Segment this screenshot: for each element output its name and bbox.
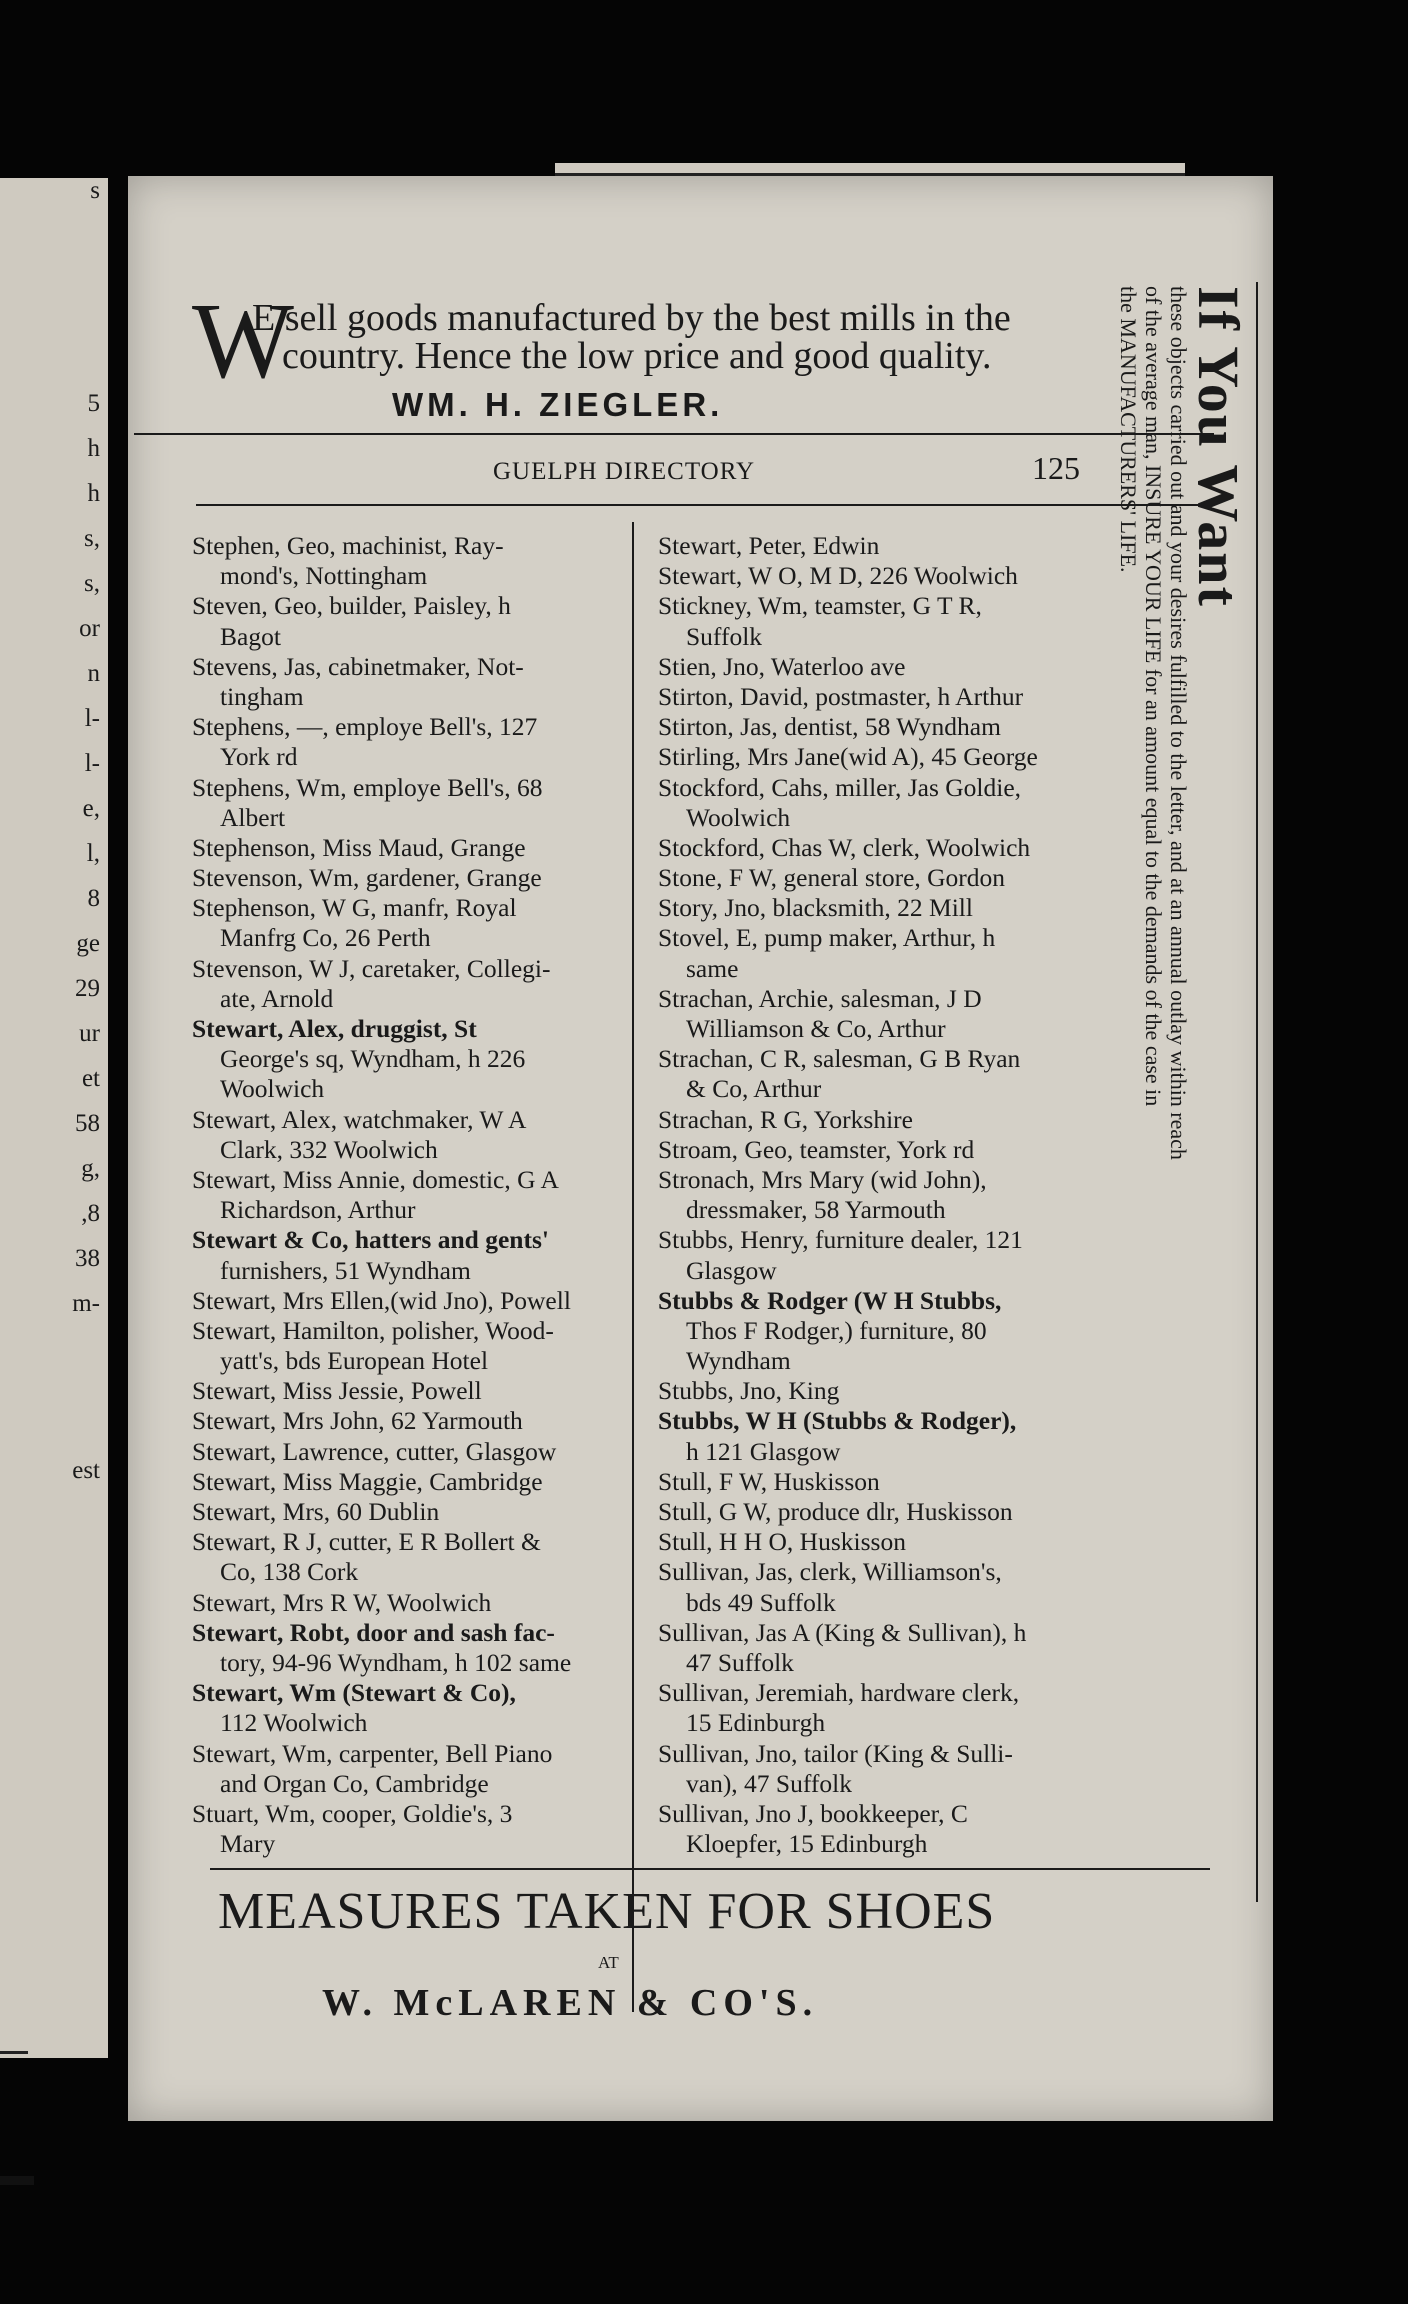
directory-entry-line: Stephens, —, employe Bell's, 127 [192,712,538,742]
directory-entry-line: and Organ Co, Cambridge [220,1768,489,1798]
adjacent-page-fragment: et [81,1065,100,1092]
ziegler-ad-line-2: country. Hence the low price and good quality. [282,335,992,377]
directory-entry-line: Stewart, Mrs, 60 Dublin [192,1497,440,1526]
adjacent-page-fragment: l- [84,750,100,777]
directory-entry-line: Woolwich [686,802,791,832]
side-ad-rule [1256,282,1258,1902]
side-ad-line-3: the MANUFACTURERS' LIFE. [1116,286,1141,573]
directory-entry-line: Stubbs & Rodger (W H Stubbs, [658,1285,1002,1315]
directory-entry-line: Clark, 332 Woolwich [220,1134,438,1164]
directory-entry-line: 15 Edinburgh [686,1708,826,1738]
adjacent-page-fragment: 58 [75,1110,100,1137]
directory-entry-line: Stewart, Miss Maggie, Cambridge [192,1466,543,1496]
directory-entry-line: Wyndham [686,1346,791,1376]
adjacent-page-fragment: h [87,435,100,462]
adjacent-page-fragment: l, [86,840,100,867]
adjacent-page-fragment: ,8 [81,1200,100,1227]
directory-page [128,176,1273,2121]
directory-entry-line: Stewart, Miss Annie, domestic, G A [192,1164,559,1194]
adjacent-page-fragment: l- [84,705,100,732]
directory-entry-line: same [686,953,739,983]
directory-entry-line: Stephens, Wm, employe Bell's, 68 [192,772,543,802]
mclaren-advertisement [218,1883,1218,2086]
directory-entry-line: Sullivan, Jno, tailor (King & Sulli- [658,1738,1013,1768]
adjacent-page-fragment: s, [84,525,100,552]
directory-entry-line: Stewart, Wm (Stewart & Co), [192,1678,516,1708]
directory-entry-line: Stewart, Robt, door and sash fac- [192,1617,555,1647]
directory-entry-line: tingham [220,681,304,711]
top-page-edge [555,163,1185,176]
directory-entry-line: Glasgow [686,1255,777,1285]
directory-entry-line: Strachan, Archie, salesman, J D [658,983,982,1013]
directory-entry-line: Sullivan, Jas A (King & Sullivan), h [658,1617,1027,1647]
directory-entry-line: Stien, Jno, Waterloo ave [658,651,906,681]
directory-entry-line: Stewart, Peter, Edwin [658,531,880,560]
header-rule-bottom [196,504,1214,506]
adjacent-page-fragment: ge [76,930,100,957]
directory-entry-line: Stevens, Jas, cabinetmaker, Not- [192,651,524,681]
bottom-ad-rule [210,1868,1210,1870]
directory-entry-line: Co, 138 Cork [220,1557,359,1587]
adjacent-page-fragment: 8 [87,885,100,912]
directory-entry-line: Strachan, C R, salesman, G B Ryan [658,1044,1021,1074]
directory-entry-line: Stewart, Miss Jessie, Powell [192,1376,482,1406]
directory-entry-line: Steven, Geo, builder, Paisley, h [192,591,511,621]
manufacturers-life-advertisement [1116,286,1251,1866]
directory-entry-line: Sullivan, Jno J, bookkeeper, C [658,1798,968,1828]
directory-entry-line: Stroam, Geo, teamster, York rd [658,1134,975,1164]
page-number: 125 [1032,450,1080,486]
adjacent-page-fragment: est [72,1457,100,1484]
adjacent-page-fragment: e, [82,795,100,822]
directory-entry-line: tory, 94-96 Wyndham, h 102 same [220,1647,572,1677]
directory-entry-line: Albert [220,802,286,832]
mclaren-ad-at: AT [598,1953,619,1972]
adjacent-page-fragment: m- [72,1290,100,1317]
adjacent-page-strip [0,178,108,2058]
directory-entry-line: Stewart, R J, cutter, E R Bollert & [192,1527,541,1557]
directory-entry-line: dressmaker, 58 Yarmouth [686,1195,946,1225]
directory-entry-line: Stirton, Jas, dentist, 58 Wyndham [658,712,1001,742]
directory-entry-line: Stull, F W, Huskisson [658,1466,880,1496]
adjacent-page-blot [0,2176,34,2185]
directory-entry-line: Stovel, E, pump maker, Arthur, h [658,923,996,953]
adjacent-page-fragment: 5 [87,390,100,417]
directory-entry-line: Stone, F W, general store, Gordon [658,863,1006,893]
directory-entry-line: Strachan, R G, Yorkshire [658,1104,913,1134]
directory-entry-line: Stewart, Lawrence, cutter, Glasgow [192,1436,557,1466]
directory-entry-line: George's sq, Wyndham, h 226 [220,1044,526,1074]
directory-entry-line: Stockford, Cahs, miller, Jas Goldie, [658,772,1022,802]
directory-entry-line: ate, Arnold [220,983,334,1013]
dropcap-letter: W [192,282,294,401]
side-ad-heading: If You Want [1186,286,1251,608]
side-ad-body [1116,286,1191,1866]
directory-entry-line: York rd [220,742,298,772]
directory-entry-line: Richardson, Arthur [220,1195,416,1225]
directory-entry-line: Kloepfer, 15 Edinburgh [686,1829,928,1859]
mclaren-ad-name: W. McLAREN & CO'S. [322,1982,819,2024]
adjacent-page-rule [0,2051,28,2054]
directory-entry-line: Stirling, Mrs Jane(wid A), 45 George [658,742,1038,772]
directory-entry-line: Stewart, W O, M D, 226 Woolwich [658,561,1018,591]
directory-entry-line: Thos F Rodger,) furniture, 80 [686,1315,987,1345]
adjacent-page-fragment: h [87,480,100,507]
page-title: GUELPH DIRECTORY [493,458,756,485]
directory-entry-line: Stubbs, Jno, King [658,1376,840,1406]
directory-entry-line: Stewart, Alex, watchmaker, W A [192,1104,527,1134]
adjacent-page-fragment: 38 [75,1245,100,1272]
directory-entry-line: mond's, Nottingham [220,561,428,591]
directory-entry-line: bds 49 Suffolk [686,1587,836,1617]
directory-entry-line: Stephenson, W G, manfr, Royal [192,893,517,923]
directory-entry-line: Stockford, Chas W, clerk, Woolwich [658,832,1031,862]
adjacent-page-fragment: n [87,660,100,687]
adjacent-page-fragment: ur [79,1020,100,1047]
adjacent-page-fragment: g, [81,1155,100,1182]
adjacent-page-fragment: s [90,177,100,204]
directory-entry-line: & Co, Arthur [686,1074,822,1104]
directory-entry-line: Stewart & Co, hatters and gents' [192,1225,549,1255]
directory-entry-line: Stephen, Geo, machinist, Ray- [192,531,504,560]
directory-entry-line: Stewart, Mrs R W, Woolwich [192,1587,492,1617]
column-divider [632,522,634,2012]
directory-entry-line: Bagot [220,621,281,651]
adjacent-page-fragment: s, [84,570,100,597]
directory-entry-line: 112 Woolwich [220,1708,368,1738]
directory-entry-line: Stull, G W, produce dlr, Huskisson [658,1497,1013,1526]
directory-entry-line: Stickney, Wm, teamster, G T R, [658,591,982,621]
directory-entry-line: Mary [220,1829,276,1859]
directory-entry-line: Story, Jno, blacksmith, 22 Mill [658,893,973,923]
directory-entry-line: Stull, H H O, Huskisson [658,1527,906,1557]
directory-column-left [192,531,620,1859]
directory-entry-line: Stewart, Wm, carpenter, Bell Piano [192,1738,553,1768]
directory-entry-line: Stirton, David, postmaster, h Arthur [658,681,1024,711]
header-rule-top [134,433,1214,435]
directory-entry-line: Williamson & Co, Arthur [686,1014,946,1043]
mclaren-ad-line-1: MEASURES TAKEN FOR SHOES [218,1883,996,1940]
directory-entry-line: Stevenson, Wm, gardener, Grange [192,863,542,893]
directory-entry-line: Stewart, Alex, druggist, St [192,1014,477,1043]
directory-entry-line: Stubbs, Henry, furniture dealer, 121 [658,1225,1023,1255]
directory-entry-line: Stubbs, W H (Stubbs & Rodger), [658,1406,1017,1436]
adjacent-page-fragment: 29 [75,975,100,1002]
directory-entry-line: Stevenson, W J, caretaker, Collegi- [192,953,551,983]
directory-entry-line: Stuart, Wm, cooper, Goldie's, 3 [192,1798,513,1828]
directory-entry-line: 47 Suffolk [686,1647,794,1677]
directory-entry-line: furnishers, 51 Wyndham [220,1255,471,1285]
side-ad-line-2: of the average man, INSURE YOUR LIFE for an amount equal to the demands of the case in [1141,286,1166,1107]
directory-entry-line: h 121 Glasgow [686,1436,841,1466]
directory-entry-line: van), 47 Suffolk [686,1768,852,1798]
directory-entry-line: Sullivan, Jas, clerk, Williamson's, [658,1557,1002,1587]
directory-entry-line: Manfrg Co, 26 Perth [220,923,431,953]
side-ad-line-1: these objects carried out and your desires fulfilled to the letter, and at an annual outlay within reach [1166,286,1191,1160]
adjacent-page-fragment: or [79,615,100,642]
directory-entry-line: Stronach, Mrs Mary (wid John), [658,1164,987,1194]
directory-entry-line: Suffolk [686,621,763,651]
directory-entry-line: Woolwich [220,1074,325,1104]
directory-entry-line: Stewart, Mrs Ellen,(wid Jno), Powell [192,1285,571,1315]
directory-entry-line: Stephenson, Miss Maud, Grange [192,832,526,862]
directory-entry-line: Stewart, Hamilton, polisher, Wood- [192,1315,554,1345]
directory-entry-line: Stewart, Mrs John, 62 Yarmouth [192,1406,523,1436]
ziegler-ad-name: WM. H. ZIEGLER. [392,386,724,423]
directory-entry-line: Sullivan, Jeremiah, hardware clerk, [658,1678,1020,1708]
ziegler-ad-line-1: E sell goods manufactured by the best mills in the [252,297,1011,339]
directory-entry-line: yatt's, bds European Hotel [220,1346,489,1376]
